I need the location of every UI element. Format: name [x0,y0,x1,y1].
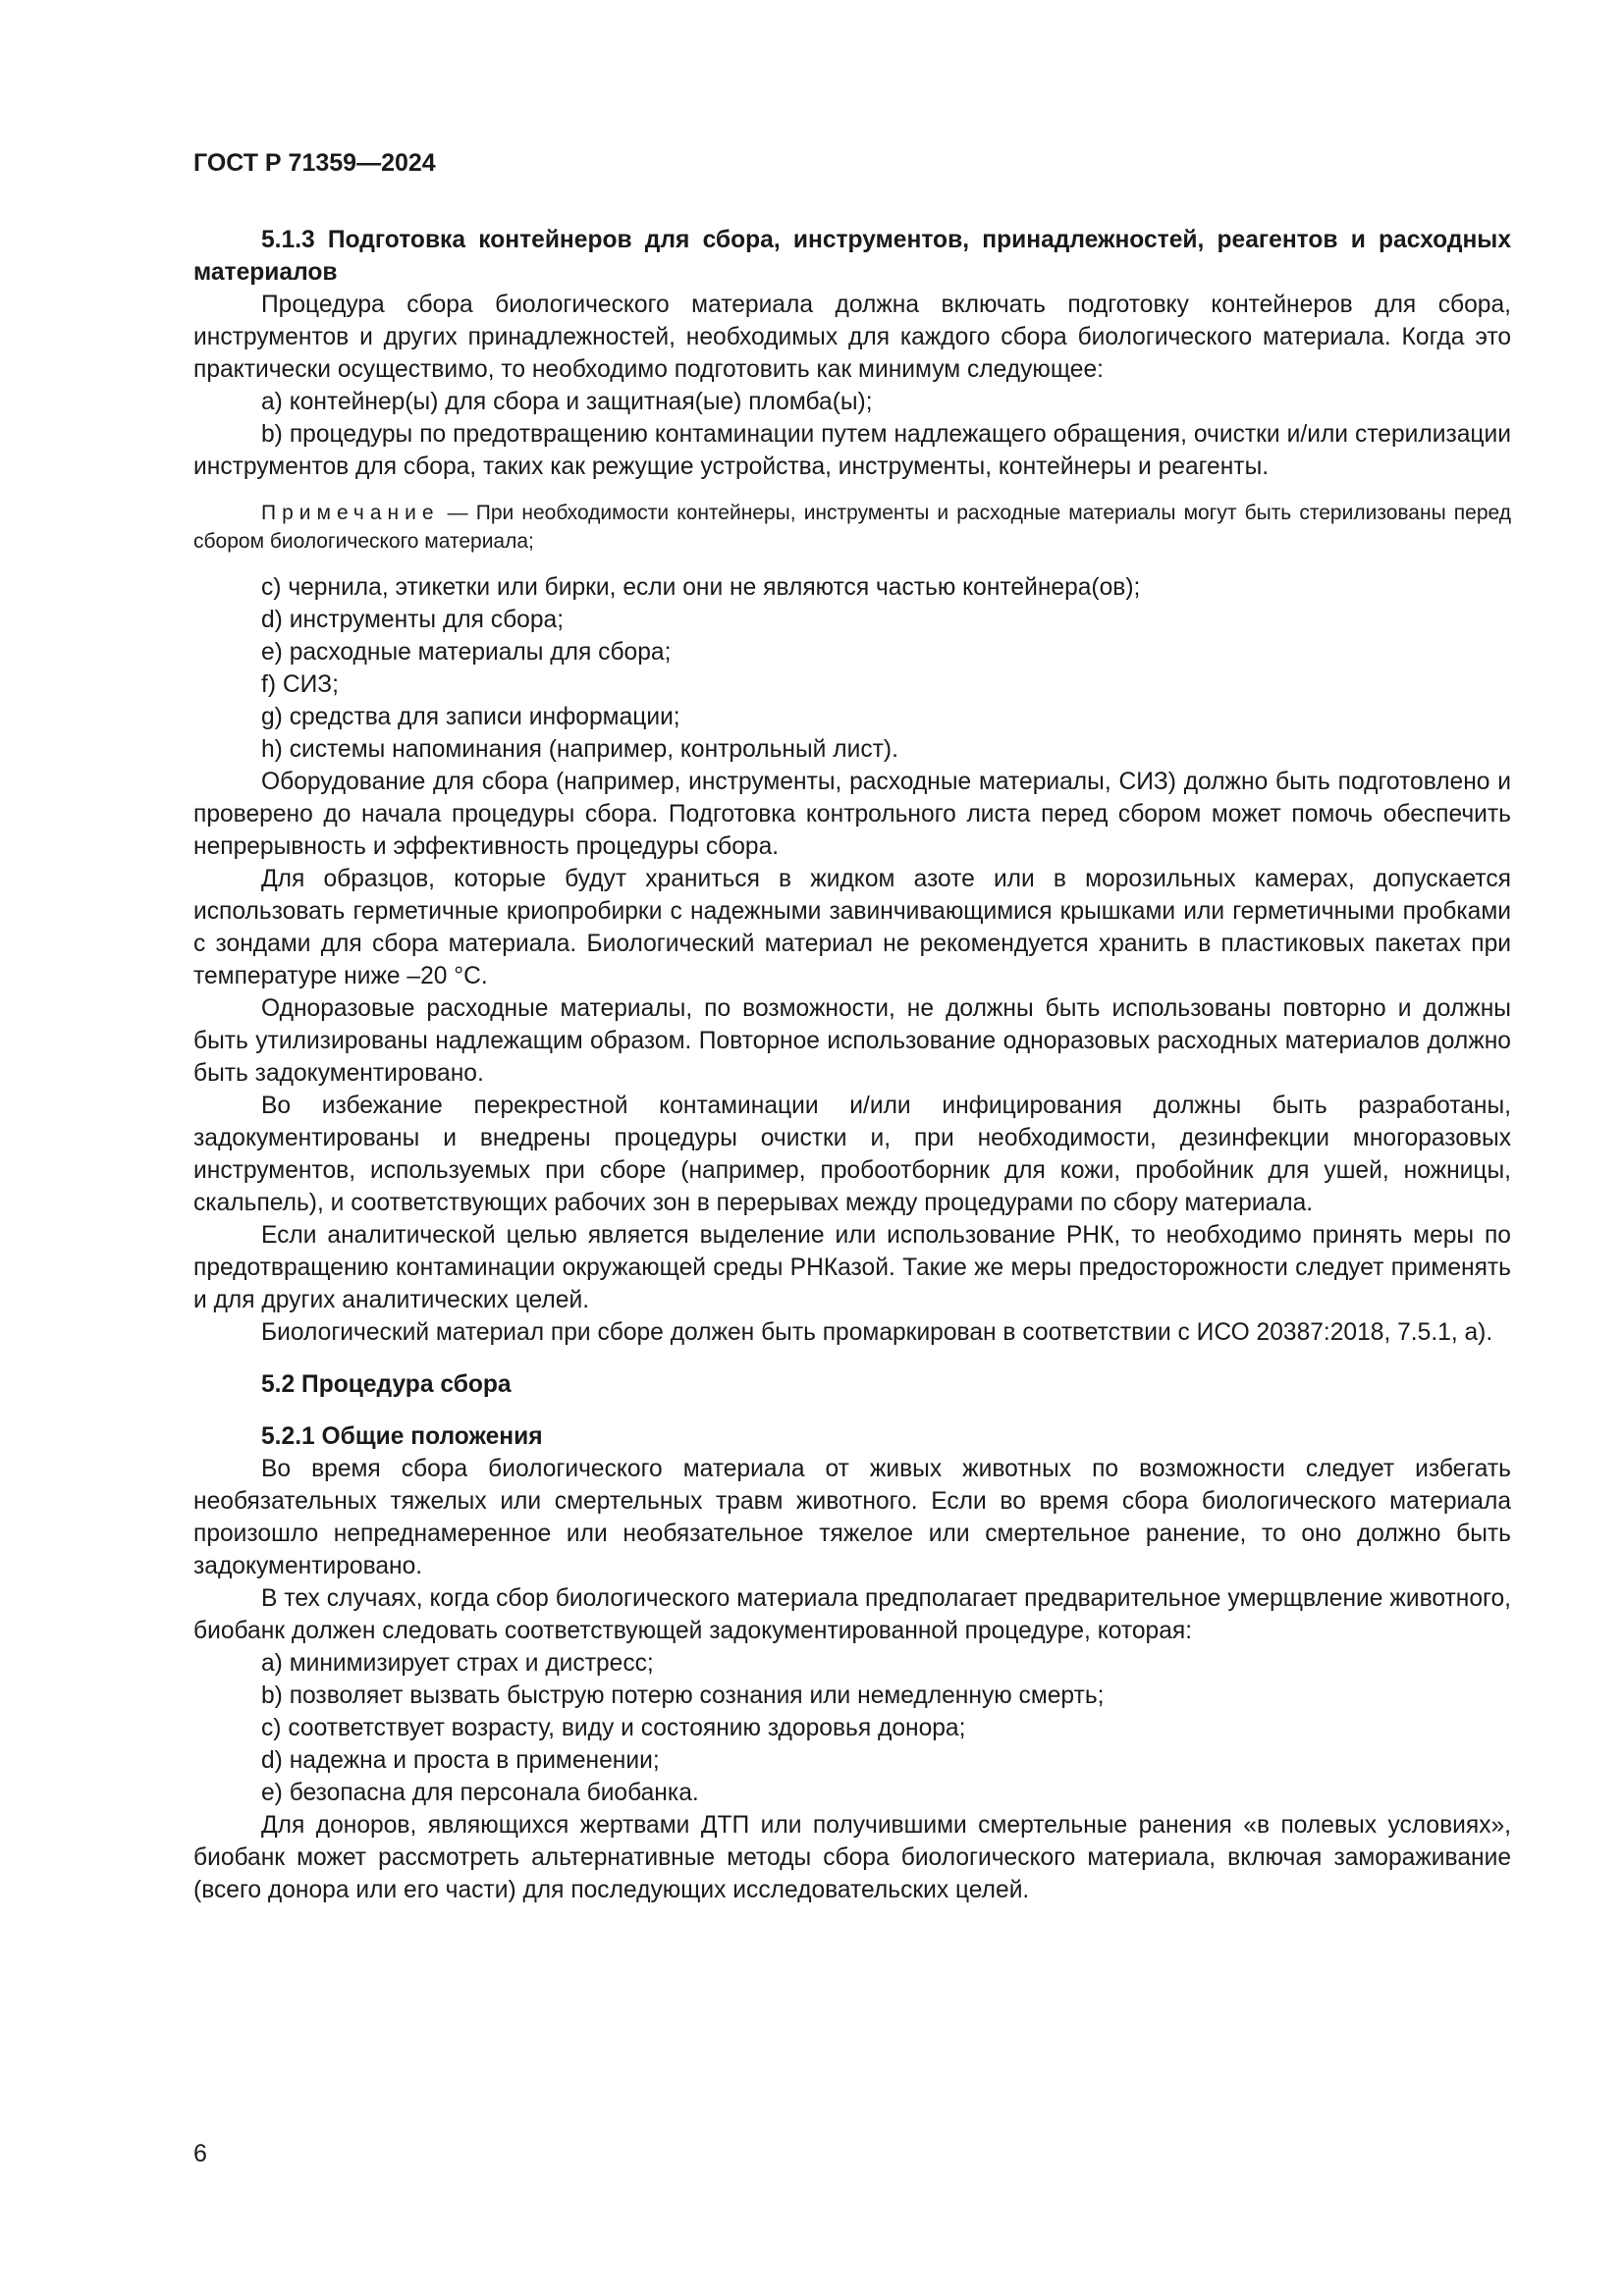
note-text: — При необходимости контейнеры, инструменты и расходные материалы могут быть стерилизованы перед сбором биологического материала; [193,502,1511,553]
paragraph: Для доноров, являющихся жертвами ДТП или получившими смертельные ранения «в полевых условиях», биобанк может рассмотреть альтернативные методы сбора биологического материала, включая замораживание (всего донора или его части) для последующих исследовательских целей. [193,1812,1511,1903]
paragraph: Во время сбора биологического материала от живых животных по возможности следует избегать необязательных тяжелых или смертельных травм животного. Если во время сбора биологического материала произошло непреднамеренное или необязательное тяжелое или смертельное ранение, то оно должно быть задокументировано. [193,1456,1511,1579]
list-item: e) расходные материалы для сбора; [261,639,672,666]
list-item: b) процедуры по предотвращению контаминации путем надлежащего обращения, очистки и/или стерилизации инструментов для сбора, таких как режущие устройства, инструменты, контейнеры и реагенты. [193,421,1511,480]
paragraph: Во избежание перекрестной контаминации и/или инфицирования должны быть разработаны, задокументированы и внедрены процедуры очистки и, при необходимости, дезинфекции многоразовых инструментов, используемых при сборе (например, пробоотборник для кожи, пробойник для ушей, ножницы, скальпель), и соответствующих рабочих зон в перерывах между процедурами по сбору материала. [193,1093,1511,1216]
document-header: ГОСТ Р 71359—2024 [193,149,436,177]
page-content [193,224,1511,1906]
list-item: g) средства для записи информации; [261,704,680,730]
list-item: f) СИЗ; [261,671,339,698]
list-item: a) минимизирует страх и дистресс; [261,1650,654,1677]
paragraph: Биологический материал при сборе должен быть промаркирован в соответствии с ИСО 20387:2018, 7.5.1, а). [261,1319,1493,1346]
section-heading-5-2: 5.2 Процедура сбора [261,1371,512,1398]
paragraph: Одноразовые расходные материалы, по возможности, не должны быть использованы повторно и должны быть утилизированы надлежащим образом. Повторное использование одноразовых расходных материалов должно быть задокументировано. [193,995,1511,1087]
list-item: e) безопасна для персонала биобанка. [261,1780,699,1806]
page-number: 6 [193,2140,207,2167]
note-label: Примечание [261,502,440,524]
section-heading-5-2-1: 5.2.1 Общие положения [261,1423,543,1450]
paragraph: В тех случаях, когда сбор биологического материала предполагает предварительное умерщвление животного, биобанк должен следовать соответствующей задокументированной процедуре, которая: [193,1585,1511,1644]
list-item: c) чернила, этикетки или бирки, если они не являются частью контейнера(ов); [261,574,1141,601]
list-item: b) позволяет вызвать быструю потерю сознания или немедленную смерть; [261,1682,1105,1709]
note [193,499,1511,556]
list-item: c) соответствует возрасту, виду и состоянию здоровья донора; [261,1715,966,1741]
paragraph: Процедура сбора биологического материала должна включать подготовку контейнеров для сбора, инструментов и других принадлежностей, необходимых для каждого сбора биологического материала. Когда это практически осуществимо, то необходимо подготовить как минимум следующее: [193,292,1511,383]
paragraph: Оборудование для сбора (например, инструменты, расходные материалы, СИЗ) должно быть подготовлено и проверено до начала процедуры сбора. Подготовка контрольного листа перед сбором может помочь обеспечить непрерывность и эффективность процедуры сбора. [193,769,1511,860]
section-heading-5-1-3: 5.1.3 Подготовка контейнеров для сбора, инструментов, принадлежностей, реагентов и расходных материалов [193,227,1511,286]
list-item: a) контейнер(ы) для сбора и защитная(ые) пломба(ы); [261,389,873,415]
paragraph: Если аналитической целью является выделение или использование РНК, то необходимо принять меры по предотвращению контаминации окружающей среды РНКазой. Такие же меры предосторожности следует применять и для других аналитических целей. [193,1222,1511,1313]
list-item: h) системы напоминания (например, контрольный лист). [261,736,898,763]
list-item: d) инструменты для сбора; [261,607,565,633]
paragraph: Для образцов, которые будут храниться в жидком азоте или в морозильных камерах, допускается использовать герметичные криопробирки с надежными завинчивающимися крышками или герметичными пробками с зондами для сбора материала. Биологический материал не рекомендуется хранить в пластиковых пакетах при температуре ниже –20 °С. [193,866,1511,989]
list-item: d) надежна и проста в применении; [261,1747,660,1774]
